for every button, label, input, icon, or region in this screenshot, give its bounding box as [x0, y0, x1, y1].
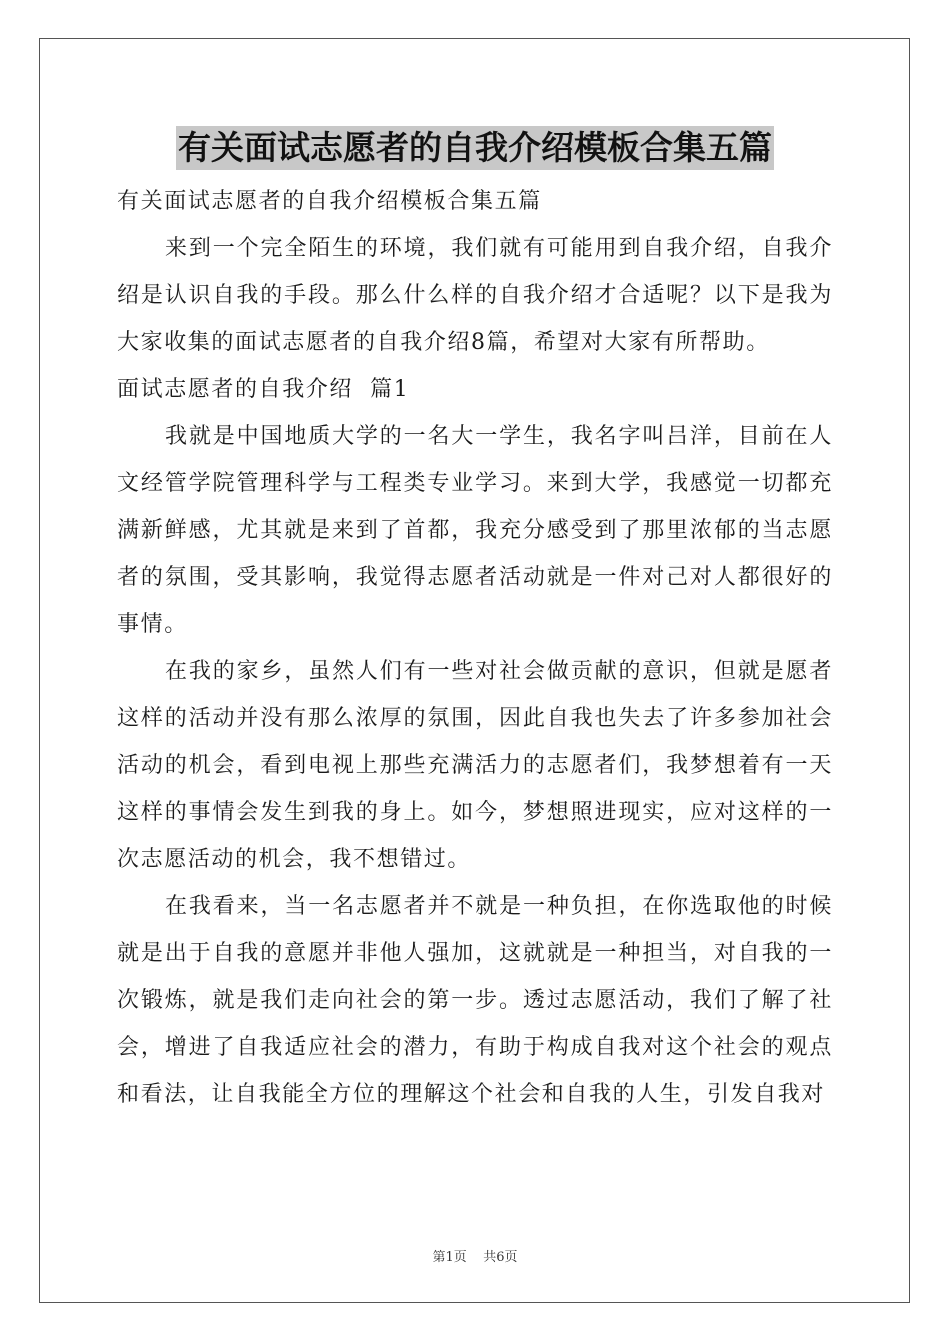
page-total: 共6页: [483, 1250, 518, 1265]
body-paragraph: 在我的家乡，虽然人们有一些对社会做贡献的意识，但就是愿者这样的活动并没有那么浓厚的氛围，因此自我也失去了许多参加社会活动的机会，看到电视上那些充满活力的志愿者们，我梦想着有一天这样的事情会发生到我的身上。如今，梦想照进现实，应对这样的一次志愿活动的机会，我不想错过。: [117, 659, 833, 872]
document-body: [117, 178, 833, 1118]
document-title: 有关面试志愿者的自我介绍模板合集五篇: [176, 126, 774, 170]
body-paragraph: 我就是中国地质大学的一名大一学生，我名字叫吕洋，目前在人文经管学院管理科学与工程类专业学习。来到大学，我感觉一切都充满新鲜感，尤其就是来到了首都，我充分感受到了那里浓郁的当志愿者的氛围，受其影响，我觉得志愿者活动就是一件对己对人都很好的事情。: [117, 424, 833, 637]
body-paragraph: 在我看来，当一名志愿者并不就是一种负担，在你选取他的时候就是出于自我的意愿并非他人强加，这就就是一种担当，对自我的一次锻炼，就是我们走向社会的第一步。透过志愿活动，我们了解了社会，增进了自我适应社会的潜力，有助于构成自我对这个社会的观点和看法，让自我能全方位的理解这个社会和自我的人生，引发自我对: [117, 894, 833, 1107]
section-heading: 面试志愿者的自我介绍 篇1: [117, 377, 410, 402]
title-container: [0, 126, 950, 170]
page-footer: [0, 1246, 950, 1265]
document-subtitle: 有关面试志愿者的自我介绍模板合集五篇: [117, 189, 542, 214]
intro-paragraph: 来到一个完全陌生的环境，我们就有可能用到自我介绍，自我介绍是认识自我的手段。那么什么样的自我介绍才合适呢？以下是我为大家收集的面试志愿者的自我介绍8篇，希望对大家有所帮助。: [117, 236, 833, 355]
page-number: 第1页: [432, 1250, 467, 1265]
